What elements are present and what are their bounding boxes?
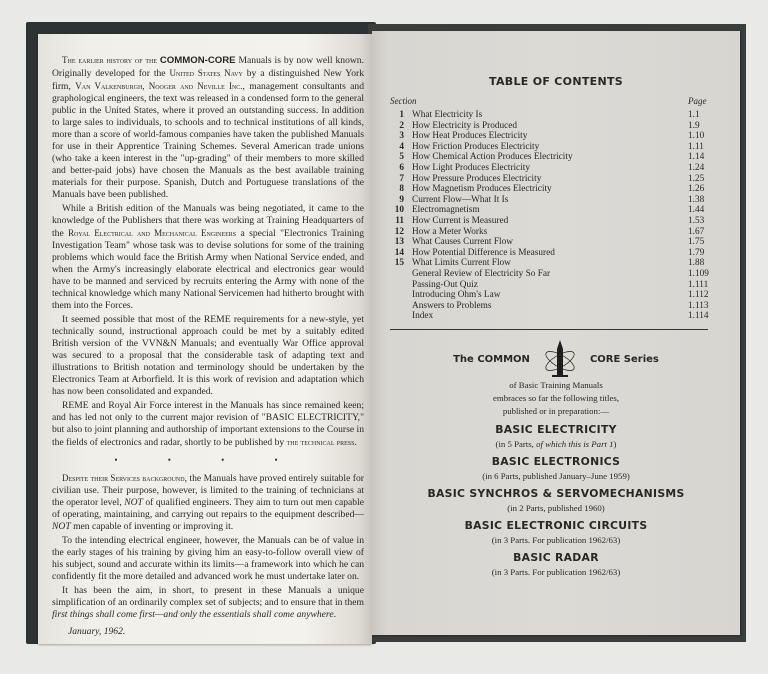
text-segment: , management consultants and graphological engineers, the text was released in a condensed form to the general public in the United States, where it proved an outstanding success. In addition to large sales to individuals, to schools and to technical institutions of all kinds, more than a score of world-famous companies have taken the published Manuals for use in their Apprentice Training Schemes. Several American trade unions (who take a keen interest in the "up-grading" of their members to more skilled and better-paid jobs) have chosen the Manuals as the best available training materials for their purpose. Spanish, Dutch and Portuguese translations of the Manuals have been published. [52,81,364,200]
note-text: ) [613,439,617,449]
note-text: (in 5 Parts, [495,439,537,449]
toc-page-number: 1.114 [688,311,709,322]
note-text: (in 2 Parts, published 1960) [507,503,605,513]
toc-page-number: 1.109 [688,268,709,279]
toc-section-title: Introducing Ohm's Law [412,290,501,301]
toc-section-number: 3 [399,131,404,142]
toc-section-number: 13 [394,237,404,248]
preface-date: January, 1962. [68,626,126,637]
toc-entry [390,163,728,174]
toc-section-title: What Electricity Is [412,110,483,120]
toc-page-number: 1.112 [688,290,709,301]
series-description [372,379,740,418]
toc-page-number: 1.9 [688,120,700,131]
toc-section-title: How Potential Difference is Measured [412,247,555,258]
text-segment: REME and Royal Air Force interest in the Manuals has since remained keen; and has led not only to the current major revision of "BASIC ELECTRICITY," but also to joint planning and authorship of important extensions to the Course in the fields of electronics and radar, shortly to be published by [52,400,364,448]
series-book-note [372,502,740,514]
toc-section-title: General Review of Electricity So Far [412,268,551,279]
toc-list [390,110,728,322]
toc-page-number: 1.1 [688,110,700,120]
toc-page-number: 1.67 [688,226,705,237]
toc-header [390,95,728,107]
toc-section-number [390,311,404,322]
text-segment: To the intending electrical engineer, however, the Manuals can be of value in the early stages of his training by giving him an easy-to-follow overall view of his subject, sound and accurate within its limits—a framework into which he can confidently fit the more detailed and advanced work he must undertake later on. [52,535,364,582]
left-page-preface [38,34,372,644]
toc-page-number: 1.25 [688,173,705,184]
toc-page-number: 1.113 [688,300,709,311]
toc-page-number: 1.24 [688,162,705,173]
preface-paragraphs-1 [52,54,364,449]
note-italic: of which this is Part 1 [536,439,614,449]
toc-section-title: Index [412,311,434,322]
toc-entry [390,152,728,163]
series-label-left: The COMMON [453,353,530,365]
description-line: of Basic Training Manuals [509,380,603,390]
toc-page-number: 1.10 [688,131,705,142]
toc-entry [390,174,728,185]
toc-section-number: 14 [394,247,404,258]
text-segment: United States Navy [169,68,243,78]
preface-paragraph [52,314,364,398]
toc-page-number: 1.79 [688,247,705,258]
text-segment: of qualified engineers. They aim to turn out men capable of operating, maintaining, and carrying out repairs to the equipment described— [52,497,364,520]
text-segment: the technical press [286,437,355,447]
page-header: Page [688,96,707,106]
toc-section-title: Electromagnetism [412,205,480,216]
toc-entry [390,248,728,259]
toc-section-title: Passing-Out Quiz [412,279,478,290]
text-segment: , the Manuals have proved entirely suitable for civilian use. Their purpose, however, is limited to the training of technicians at the operator level, [52,473,364,508]
toc-section-number: 7 [399,173,404,184]
toc-entry [390,311,728,322]
toc-entry [390,205,728,216]
toc-section-title: How Electricity is Produced [412,120,518,131]
series-book-title: BASIC RADAR [513,551,599,564]
right-page-contents [372,31,740,635]
text-segment: Manuals is by now well known. Originally developed for the [52,55,364,79]
text-segment: men capable of inventing or improving it. [70,521,234,532]
text-segment: The earlier history of the [62,55,160,65]
toc-section-number [390,280,404,291]
note-text: (in 6 Parts, published January–June 1959) [482,471,630,481]
toc-entry [390,269,728,280]
toc-page-number: 1.26 [688,184,705,195]
section-header: Section [390,96,417,106]
text-segment: Despite their Services background [62,473,185,483]
toc-section-number: 10 [394,205,404,216]
toc-section-number [390,290,404,301]
toc-section-title: How Pressure Produces Electricity [412,173,542,184]
toc-page-number: 1.53 [688,215,705,226]
text-segment: NOT [124,497,143,508]
series-titles [372,422,740,578]
series-book-note [372,534,740,546]
toc-entry [390,184,728,195]
preface-paragraphs-2 [52,472,364,621]
preface-paragraph [52,400,364,449]
toc-section-title: Current Flow—What It Is [412,194,509,205]
toc-section-number: 8 [399,184,404,195]
series-book-title: BASIC ELECTRONIC CIRCUITS [464,519,648,532]
preface-text [52,54,364,638]
toc-page-number: 1.11 [688,141,704,152]
text-segment: . [333,609,336,620]
toc-section-title: How Chemical Action Produces Electricity [412,152,573,163]
series-book-note [372,470,740,482]
divider [390,329,708,330]
toc-page-number: 1.44 [688,205,705,216]
text-segment: . [354,437,357,448]
toc-section-number: 6 [399,162,404,173]
series-book-note [372,438,740,450]
toc-section-number: 2 [399,120,404,131]
toc-section-number: 9 [399,194,404,205]
toc-section-title: How Magnetism Produces Electricity [412,184,552,195]
toc-entry [390,121,728,132]
description-line: published or in preparation:— [502,406,610,416]
text-segment: While a British edition of the Manuals was being negotiated, it came to the knowledge of the Publishers that there was working at Training Headquarters of the [52,203,364,239]
toc-title: TABLE OF CONTENTS [489,75,623,88]
toc-entry [390,110,728,121]
description-line: embraces so far the following titles, [492,393,620,403]
text-segment: COMMON-CORE [159,55,236,66]
toc-entry [390,195,728,206]
toc-entry [390,301,728,312]
text-segment: NOT [52,521,71,532]
text-segment: It has been the aim, in short, to present in these Manuals a unique simplification of an ordinarily complex set of subjects; and to ensure that in them [52,585,364,608]
toc-page-number: 1.14 [688,152,705,163]
common-core-series [372,339,740,581]
toc-section-number: 11 [395,215,404,226]
toc-section-number [390,269,404,280]
preface-paragraph [52,585,364,621]
preface-paragraph [52,54,364,201]
toc-section-number: 5 [399,152,404,163]
note-text: (in 3 Parts. For publication 1962/63) [491,567,621,577]
series-label-right: CORE Series [589,353,659,365]
toc-section-number [390,301,404,312]
toc-entry [390,131,728,142]
toc-section-title: How a Meter Works [412,226,488,237]
toc-section-title: How Light Produces Electricity [412,162,530,173]
toc-entry [390,142,728,153]
toc-section-title: What Limits Current Flow [412,258,511,269]
toc-page-number: 1.75 [688,237,705,248]
toc-section-title: What Causes Current Flow [412,237,513,248]
toc-page-number: 1.38 [688,194,705,205]
preface-paragraph [52,472,364,533]
text-segment: It seemed possible that most of the REME requirements for a new-style, yet technically sound, instructional approach could be met by a suitably edited British version of the VVN&N Manuals; and eventually War Office approval was secured to a proposal that the considerable task of adapting text and illustrations to British notation and terminology should be undertaken by the Electronics Team at Arborfield. It is this work of revision and adaptation which has now been consolidated and expanded. [52,314,364,397]
toc-section-number: 15 [394,258,404,269]
text-segment: Van Valkenburgh, Nooger and Neville Inc. [75,81,243,91]
toc-entry [390,237,728,248]
text-segment: first things shall come first—and only the essentials shall come anywhere [52,609,334,620]
toc-page-number: 1.111 [688,279,709,290]
preface-paragraph [52,535,364,583]
toc-entry [390,290,728,301]
toc-entry [390,280,728,291]
preface-paragraph [52,203,364,312]
series-book-note [372,566,740,578]
common-core-logo-icon [538,339,582,379]
toc-section-number: 12 [394,226,404,237]
toc-section-number: 1 [399,110,404,120]
toc-page-number: 1.88 [688,258,705,269]
text-segment: Royal Electrical and Mechanical Engineers [68,228,237,238]
series-book-title: BASIC ELECTRONICS [491,455,621,468]
toc-section-number: 4 [399,141,404,152]
toc-section-title: How Friction Produces Electricity [412,141,540,152]
series-book-title: BASIC SYNCHROS & SERVOMECHANISMS [427,487,685,500]
section-separator: • • • • [114,455,302,465]
series-book-title: BASIC ELECTRICITY [495,423,617,436]
toc-entry [390,258,728,269]
text-segment: by a distinguished New York firm, [52,68,365,92]
text-segment: a special "Electronics Training Investigation Team" whose task was to devise solutions for some of the training problems which would face the British Army when National Service ended, and when the Army's increasingly elaborate electrical and electronics gear would have to be manned and serviced by recruits entering the Army with none of the technical knowledge which many National Servicemen had hitherto brought with them into the Forces. [52,228,364,311]
toc-section-title: How Current is Measured [412,215,509,226]
toc-section-title: Answers to Problems [412,300,492,311]
toc-section-title: How Heat Produces Electricity [412,131,528,142]
toc-entry [390,216,728,227]
toc-entry [390,227,728,238]
note-text: (in 3 Parts. For publication 1962/63) [491,535,621,545]
